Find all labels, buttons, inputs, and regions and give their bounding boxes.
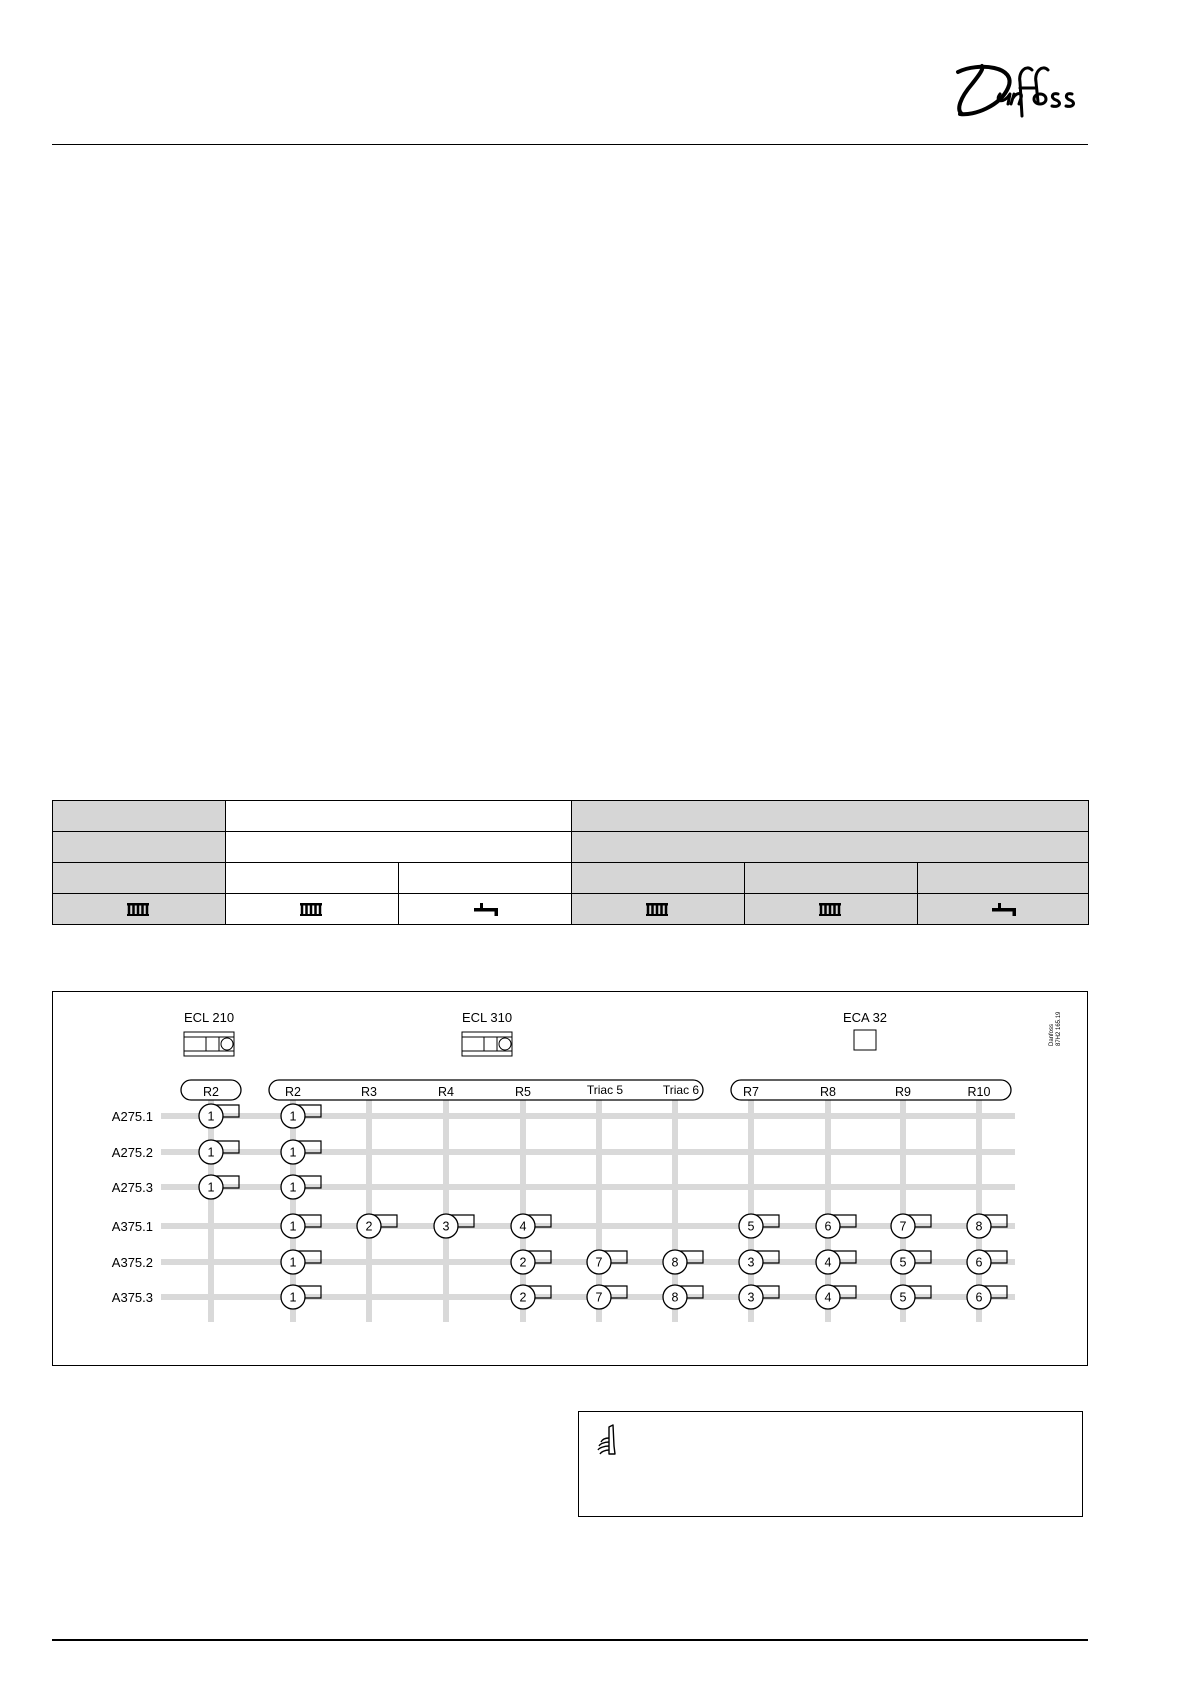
drawing-code <box>1049 1011 1062 1046</box>
config-cell <box>226 801 572 832</box>
marker-label: 3 <box>442 1219 450 1234</box>
row-label-a375-2: A375.2 <box>111 1255 153 1270</box>
eca32-module-icon <box>854 1030 876 1050</box>
tap-icon <box>470 899 500 919</box>
config-cell <box>399 894 572 925</box>
radiator-icon <box>816 899 846 919</box>
marker-label: 2 <box>519 1290 527 1305</box>
column-label: R5 <box>515 1085 531 1099</box>
row-label-a375-1: A375.1 <box>111 1219 153 1234</box>
config-cell <box>53 801 226 832</box>
marker-label: 6 <box>975 1290 983 1305</box>
marker-label: 8 <box>671 1290 679 1305</box>
config-cell <box>226 832 572 863</box>
marker-label: 2 <box>519 1255 527 1270</box>
output-group-ecl310 <box>269 1080 703 1100</box>
marker-label: 4 <box>824 1290 832 1305</box>
column-label: R8 <box>820 1085 836 1099</box>
marker-label: 7 <box>899 1219 907 1234</box>
marker-label: 1 <box>289 1180 297 1195</box>
row-label-a275-2: A275.2 <box>111 1145 153 1160</box>
config-cell <box>918 894 1089 925</box>
row-label-a275-3: A275.3 <box>111 1180 153 1195</box>
marker-label: 8 <box>671 1255 679 1270</box>
pointing-hand-icon <box>595 1424 619 1456</box>
config-cell <box>572 894 745 925</box>
config-row <box>53 832 1089 863</box>
marker-label: 1 <box>289 1109 297 1124</box>
radiator-icon <box>297 899 327 919</box>
column-label: Triac 6 <box>662 1083 700 1097</box>
marker-label: 2 <box>365 1219 373 1234</box>
marker-label: 1 <box>289 1145 297 1160</box>
marker-label: 1 <box>207 1109 215 1124</box>
column-label: R9 <box>895 1085 911 1099</box>
danfoss-logo <box>948 58 1088 124</box>
marker-label: 5 <box>747 1219 755 1234</box>
config-cell <box>399 863 572 894</box>
marker-label: 6 <box>824 1219 832 1234</box>
config-cell <box>226 863 399 894</box>
marker-label: 5 <box>899 1290 907 1305</box>
grid-column-bar <box>208 1100 214 1322</box>
marker-label: 1 <box>289 1255 297 1270</box>
column-label: R4 <box>438 1085 454 1099</box>
row-label-a375-3: A375.3 <box>111 1290 153 1305</box>
grid-column-bar <box>366 1100 372 1322</box>
grid-column-bar <box>443 1100 449 1322</box>
radiator-icon <box>124 899 154 919</box>
config-cell <box>572 832 1089 863</box>
ecl310-controller-icon <box>462 1032 512 1056</box>
connection-diagram <box>52 991 1088 1366</box>
marker-label: 3 <box>747 1255 755 1270</box>
marker-label: 8 <box>975 1219 983 1234</box>
marker-label: 4 <box>519 1219 527 1234</box>
config-row <box>53 801 1089 832</box>
config-cell <box>226 894 399 925</box>
marker-label: 7 <box>595 1290 603 1305</box>
note-box <box>578 1411 1083 1517</box>
configuration-table <box>52 800 1089 925</box>
drawing-code-line2: 87H2 165.19 <box>1056 1011 1062 1046</box>
config-cell <box>53 832 226 863</box>
marker-label: 6 <box>975 1255 983 1270</box>
device-label-eca32: ECA 32 <box>842 1010 888 1025</box>
tap-icon <box>988 899 1018 919</box>
marker-label: 1 <box>207 1145 215 1160</box>
config-row <box>53 894 1089 925</box>
column-label: R10 <box>967 1085 991 1099</box>
column-label: R2 <box>203 1085 219 1099</box>
column-label: R2 <box>285 1085 301 1099</box>
marker-label: 4 <box>824 1255 832 1270</box>
device-label-ecl310: ECL 310 <box>461 1010 513 1025</box>
drawing-code-line1: Danfoss <box>1049 1023 1055 1046</box>
header-rule <box>52 144 1088 145</box>
marker-label: 1 <box>289 1290 297 1305</box>
config-cell <box>745 863 918 894</box>
marker-label: 1 <box>207 1180 215 1195</box>
column-label: Triac 5 <box>586 1083 624 1097</box>
config-row <box>53 863 1089 894</box>
radiator-icon <box>643 899 673 919</box>
marker-label: 7 <box>595 1255 603 1270</box>
config-cell <box>572 801 1089 832</box>
marker-label: 5 <box>899 1255 907 1270</box>
config-cell <box>53 894 226 925</box>
config-cell <box>918 863 1089 894</box>
column-label: R3 <box>361 1085 377 1099</box>
column-label: R7 <box>743 1085 759 1099</box>
device-label-ecl210: ECL 210 <box>183 1010 235 1025</box>
config-cell <box>745 894 918 925</box>
marker-label: 1 <box>289 1219 297 1234</box>
marker-label: 3 <box>747 1290 755 1305</box>
ecl210-controller-icon <box>184 1032 234 1056</box>
config-cell <box>572 863 745 894</box>
config-cell <box>53 863 226 894</box>
row-label-a275-1: A275.1 <box>111 1109 153 1124</box>
footer-rule <box>52 1639 1088 1641</box>
